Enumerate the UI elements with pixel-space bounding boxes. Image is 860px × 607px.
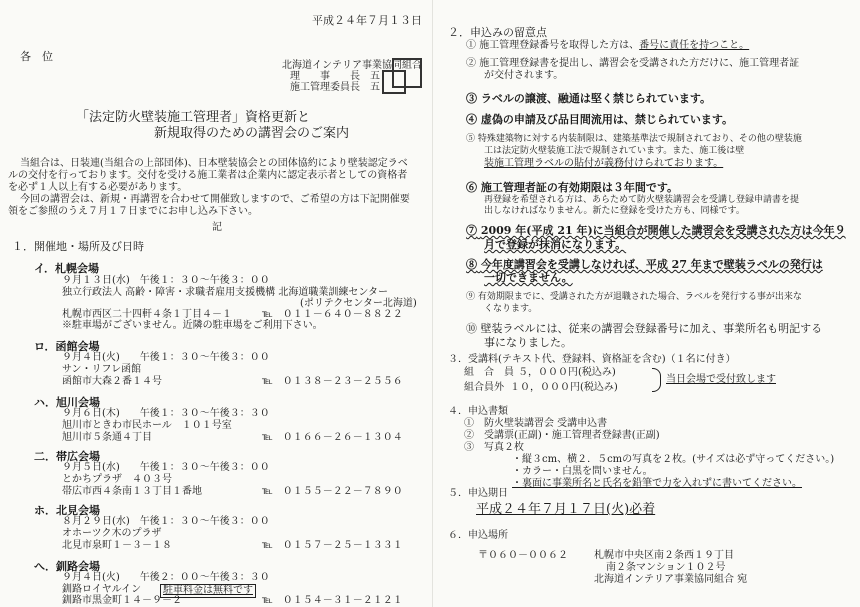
section-5-heading: ５．申込期日 — [448, 488, 508, 499]
note-text: 今年度講習会を受講しなければ、平成 27 年まで壁装ラベルの発行は — [480, 258, 823, 271]
chair-name: 五 — [370, 71, 380, 82]
venue-tel: ℡ ０１３８－２３－２５５６ — [262, 376, 403, 387]
note-item — [466, 258, 823, 271]
note-text-cont: 一切できません。 — [484, 271, 573, 284]
section-3-heading: ３．受講料(テキスト代、登録料、資格証を含む)（１名に付き） — [448, 354, 736, 365]
note-text: 特殊建築物に対する内装制限は、建築基準法で規制されており、その他の壁装施 — [477, 134, 802, 144]
venue-date: ９月４日(火) 午後２：００～午後３：３０ — [62, 572, 270, 583]
note-item — [466, 113, 733, 126]
venue-label: イ．札幌会場 — [34, 262, 100, 275]
note-item — [466, 40, 749, 52]
fee-amount: １０，０００円(税込み) — [510, 382, 618, 393]
venue-address: 北見市泉町１－３－１８ — [62, 540, 172, 551]
note-text-cont: 出しなければなりません。新たに登録を受けた方も、同様です。 — [484, 206, 745, 216]
note-number: ⑤ — [466, 134, 476, 144]
note-text-cont: が交付されます。 — [484, 70, 564, 81]
venue-date: ９月４日(火) 午後１：３０～午後３：００ — [62, 352, 270, 363]
intro-line: を必ず１人以上有する必要があります。 — [8, 182, 188, 193]
venue-date: ９月１３日(水) 午後１：３０～午後３：００ — [62, 275, 270, 286]
title-line-1: 「法定防火壁装施工管理者」資格更新と — [76, 110, 311, 125]
doc-item: ① 防火壁装講習会 受講申込書 — [464, 418, 608, 429]
note-text-cont: 再登録を希望される方は、あらためて防火壁装講習会を受講し登録申請書を提 — [484, 195, 800, 205]
note-item — [466, 181, 678, 194]
note-text: ラベルの譲渡、融通は堅く禁じられています。 — [480, 92, 711, 105]
fee-amount: ５，０００円(税込み) — [518, 367, 616, 378]
venue-address: 帯広市西４条南１３丁目１番地 — [62, 486, 202, 497]
note-number: ④ — [466, 113, 477, 126]
note-text-cont: 月で登録が抹消になります。 — [484, 238, 627, 251]
note-text: 2009 年(平成 21 年)に当組合が開催した講習会を受講された方は今年９ — [480, 224, 846, 237]
parking-note: 駐車料金は無料です — [160, 584, 256, 598]
fee-brace — [652, 368, 661, 392]
org-name: 北海道インテリア事業協同組合 — [282, 60, 422, 71]
committee-name: 五 — [370, 82, 380, 93]
venue-date: ８月２９日(水) 午後１：３０～午後３：００ — [62, 516, 270, 527]
postal-code: 〒０６０－００６２ — [478, 550, 568, 561]
note-item — [466, 134, 802, 145]
venue-place: サン・リフレ函館 — [62, 364, 142, 375]
note-item — [466, 224, 846, 237]
dest-line: 札幌市中央区南２条西１９丁目 — [594, 550, 734, 561]
note-item — [466, 58, 799, 70]
venue-tel: ℡ ０１５７－２５－１３３１ — [262, 540, 403, 551]
venue-tel: ℡ ０１１－６４０－８８２２ — [262, 309, 403, 320]
section-2-heading: ２．申込みの留意点 — [448, 26, 547, 39]
note-number: ⑧ — [466, 258, 477, 271]
fee-label: 組 合 員 — [464, 367, 514, 378]
column-divider — [432, 0, 433, 607]
note-number: ⑨ — [466, 292, 476, 302]
note-text-cont: くなります。 — [484, 304, 538, 314]
title-line-2: 新規取得のための講習会のご案内 — [154, 126, 350, 141]
note-number: ③ — [466, 92, 477, 105]
venue-label: ハ．旭川会場 — [34, 396, 100, 409]
note-text-cont: 装施工管理ラベルの貼付が義務付けられております。 — [484, 158, 724, 169]
section-4-heading: ４．申込書類 — [448, 406, 508, 417]
note-number: ① — [466, 40, 476, 51]
venue-address: 函館市大森２番１４号 — [62, 376, 162, 387]
note-text: 虚偽の申請及び品目間流用は、禁じられています。 — [480, 113, 733, 126]
seal-stamp — [382, 70, 406, 94]
doc-item: ② 受講票(正副)・施工管理者登録書(正副) — [464, 430, 660, 441]
venue-date: ９月６日(木) 午後１：３０～午後３：３０ — [62, 408, 270, 419]
doc-subitem: ・裏面に事業所名と氏名を鉛筆で力を入れずに書いてください。 — [512, 478, 802, 489]
venue-place-sub: (ポリテクセンター北海道) — [300, 298, 417, 309]
note-emphasis: 番号に責任を持つこと。 — [639, 40, 750, 51]
note-text: 施工管理登録書を提出し、講習会を受講された方だけに、施工管理者証 — [479, 58, 800, 69]
deadline: 平成２４年７月１７日(火)必着 — [476, 502, 656, 517]
note-text: 施工管理登録番号を取得した方は、 — [479, 40, 640, 51]
section-6-heading: ６．申込場所 — [448, 530, 508, 541]
ki-heading: 記 — [212, 222, 222, 233]
venue-tel: ℡ ０１５４－３１－２１２１ — [262, 595, 403, 606]
venue-tel: ℡ ０１５５－２２－７８９０ — [262, 486, 403, 497]
venue-place: 釧路ロイヤルイン — [62, 584, 142, 595]
note-text: 有効期限までに、受講された方が退職された場合、ラベルを発行する事が出来な — [477, 292, 802, 302]
doc-subitem: ・カラー・白黒を問いません。 — [512, 466, 653, 477]
note-item — [466, 292, 802, 303]
venue-place: オホーツク木のプラザ — [62, 528, 162, 539]
note-text: 壁装ラベルには、従来の講習会登録番号に加え、事業所名も明記する — [480, 322, 823, 335]
venue-label: ホ．北見会場 — [34, 504, 100, 517]
committee-title: 施工管理委員長 — [290, 82, 360, 93]
dest-line: 南２条マンション１０２号 — [606, 562, 726, 573]
venue-place: とかちプラザ ４０３号 — [62, 474, 172, 485]
venue-place: 独立行政法人 高齢・障害・求職者雇用支援機構 北海道職業訓練センター — [62, 287, 388, 298]
note-number: ⑦ — [466, 224, 477, 237]
venue-address: 旭川市５条通４丁目 — [62, 432, 152, 443]
note-item — [466, 322, 822, 335]
note-text: 施工管理者証の有効期限は３年間です。 — [480, 181, 678, 194]
note-number: ⑩ — [466, 322, 477, 335]
doc-item: ③ 写真２枚 — [464, 442, 524, 453]
venue-label: へ．釧路会場 — [34, 560, 100, 573]
dest-line: 北海道インテリア事業協同組合 宛 — [594, 574, 748, 585]
intro-line: 今回の講習会は、新規・再講習を合わせて開催致しますので、ご希望の方は下記開催要 — [20, 194, 410, 205]
venue-label: 二．帯広会場 — [34, 450, 100, 463]
note-number: ⑥ — [466, 181, 477, 194]
fee-note: 当日会場で受付致します — [666, 374, 776, 385]
intro-line: ルの交付を行っております。交付を受ける施工業者は企業内に認定表示者としての資格者 — [8, 170, 408, 181]
venue-place: 旭川市ときわ市民ホール １０１号室 — [62, 420, 232, 431]
note-number: ② — [466, 58, 476, 69]
venue-label: ロ．函館会場 — [34, 340, 100, 353]
note-text-cont: 工は法定防火壁装施工法で規制されています。また、施工後は壁 — [484, 146, 745, 156]
venue-address: 釧路市黒金町１４－９－２ — [62, 595, 182, 606]
venue-tel: ℡ ０１６６－２６－１３０４ — [262, 432, 403, 443]
issue-date: 平成２４年７月１３日 — [312, 14, 422, 27]
intro-line: 領をご参照のうえ７月１７日までにお申し込み下さい。 — [8, 206, 258, 217]
venue-note: ※駐車場がございません。近隣の駐車場をご利用下さい。 — [62, 320, 323, 331]
note-item — [466, 92, 711, 105]
doc-subitem: ・縦３cm、横２．５cmの写真を２枚。(サイズは必ず守ってください。) — [512, 454, 835, 465]
note-text-cont: 事になりました。 — [484, 336, 572, 349]
fee-label: 組合員外 — [464, 382, 504, 393]
chair-title: 理 事 長 — [290, 71, 360, 82]
addressee: 各 位 — [20, 50, 53, 63]
venue-address: 札幌市西区二十四軒４条１丁目４－１ — [62, 309, 232, 320]
section-1-heading: １．開催地・場所及び日時 — [12, 240, 144, 253]
venue-date: ９月５日(水) 午後１：３０～午後３：００ — [62, 462, 270, 473]
intro-line: 当組合は、日装連(当組合の上部団体)、日本壁装協会との団体協約により壁装認定ラベ — [20, 158, 408, 169]
